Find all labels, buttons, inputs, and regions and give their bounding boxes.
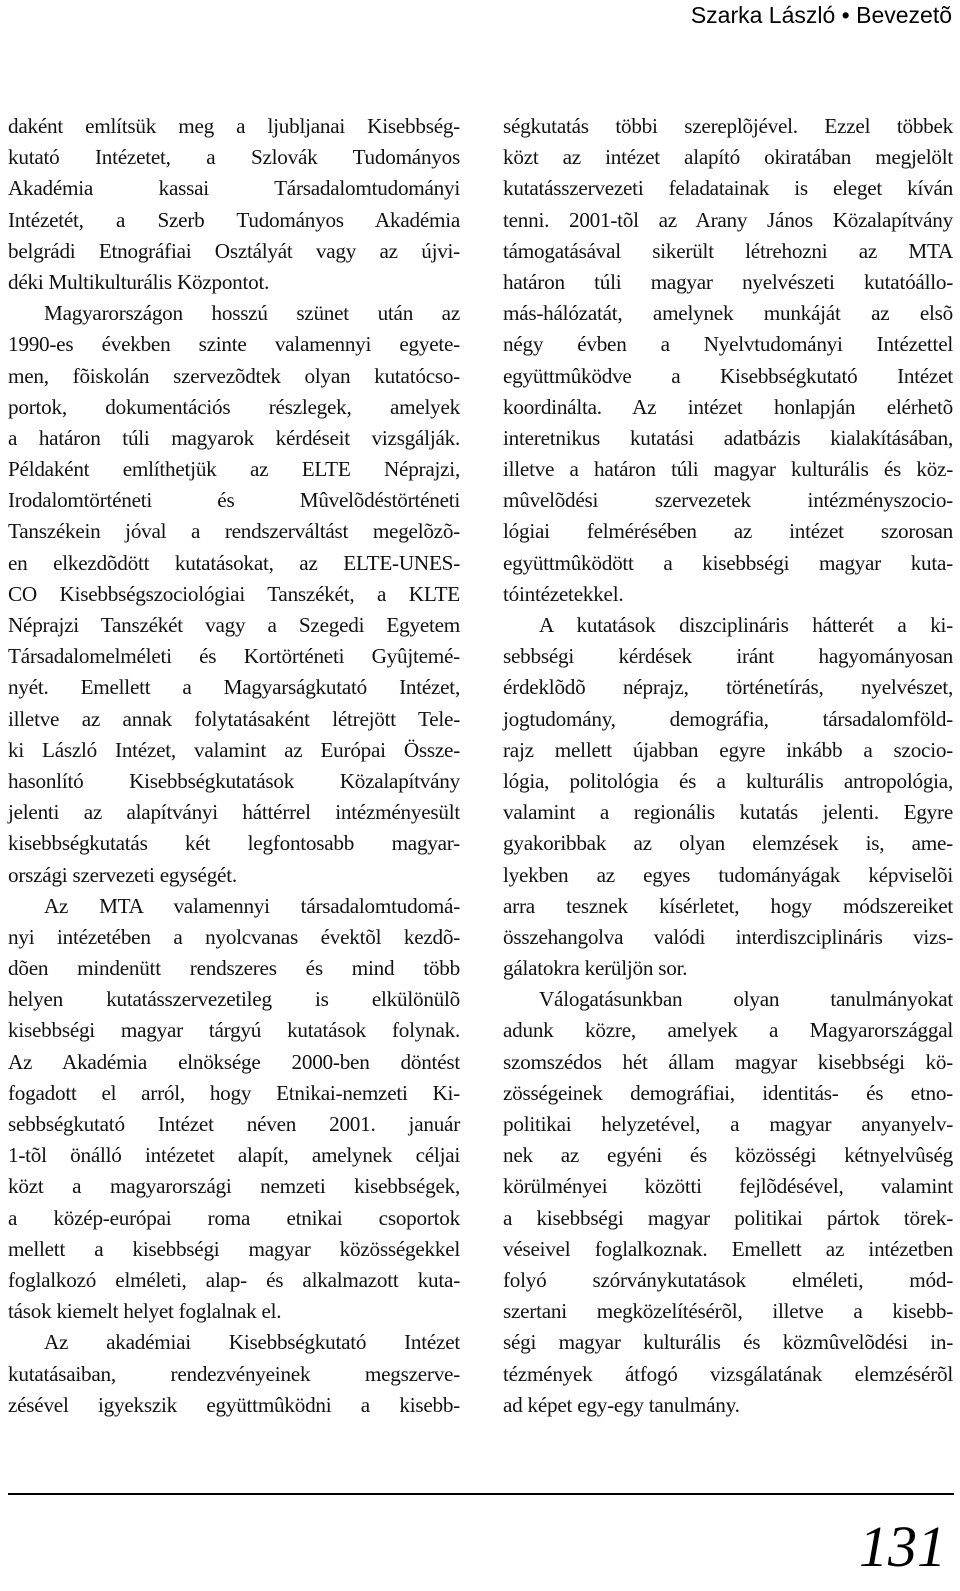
text-line: a kisebbségi magyar politikai pártok törek- bbox=[503, 1205, 953, 1230]
text-line: ségkutatás többi szereplõjével. Ezzel többek bbox=[503, 114, 953, 138]
paragraph-first-line: Az MTA valamennyi társadalomtudomá- bbox=[44, 893, 460, 918]
right-text-column bbox=[503, 111, 953, 1421]
text-line: men, fõiskolán szervezõdtek olyan kutatócso- bbox=[8, 363, 460, 388]
text-line: Példaként említhetjük az ELTE Néprajzi, bbox=[8, 457, 460, 482]
text-line: 1990-es években szinte valamennyi egyete- bbox=[8, 332, 460, 357]
left-text-column bbox=[8, 111, 460, 1421]
page-number: 131 bbox=[859, 1514, 946, 1579]
text-line: dõen mindenütt rendszeres és mind több bbox=[8, 956, 460, 981]
footer-rule bbox=[8, 1493, 954, 1495]
text-line: nyét. Emellett a Magyarságkutató Intézet, bbox=[8, 675, 460, 700]
text-line: véseivel foglalkoznak. Emellett az intézetben bbox=[503, 1236, 953, 1261]
text-line: kutatásszervezeti feladatainak is eleget kíván bbox=[503, 176, 953, 201]
text-line: Néprajzi Tanszékét vagy a Szegedi Egyetem bbox=[8, 613, 460, 637]
text-line: tézmények átfogó vizsgálatának elemzésérõl bbox=[503, 1361, 953, 1386]
text-line: Tanszékein jóval a rendszerváltást megelõzõ- bbox=[8, 519, 460, 544]
text-line: helyen kutatásszervezetileg is elkülönülõ bbox=[8, 987, 460, 1012]
text-line: hasonlító Kisebbségkutatások Közalapítvány bbox=[8, 768, 460, 793]
text-line: szertani megközelítésérõl, illetve a kisebb- bbox=[503, 1299, 953, 1324]
text-line: Irodalomtörténeti és Mûvelõdéstörténeti bbox=[8, 488, 460, 513]
text-line: tások kiemelt helyet foglalnak el. bbox=[8, 1299, 282, 1324]
text-line: Intézetét, a Szerb Tudományos Akadémia bbox=[8, 207, 460, 232]
text-line: kutató Intézetet, a Szlovák Tudományos bbox=[8, 145, 460, 170]
text-line: sebbségi kérdések iránt hagyományosan bbox=[503, 644, 953, 669]
paragraph-first-line: Magyarországon hosszú szünet után az bbox=[44, 301, 460, 326]
text-line: Társadalomelméleti és Kortörténeti Gyûjtemé- bbox=[8, 644, 460, 669]
text-line: kisebbségi magyar tárgyú kutatások folynak. bbox=[8, 1018, 460, 1043]
text-line: tóintézetekkel. bbox=[503, 581, 624, 606]
text-line: határon túli magyar nyelvészeti kutatóállo- bbox=[503, 269, 953, 294]
text-line: zésével igyekszik együttmûködni a kisebb- bbox=[8, 1392, 460, 1417]
text-line: gyakoribbak az olyan elemzések is, ame- bbox=[503, 831, 953, 856]
text-line: nyi intézetében a nyolcvanas évektõl kezdõ- bbox=[8, 924, 460, 949]
text-line: politikai helyzetével, a magyar anyanyelv- bbox=[503, 1112, 953, 1136]
text-line: en elkezdõdött kutatásokat, az ELTE-UNES- bbox=[8, 550, 460, 575]
text-line: országi szervezeti egységét. bbox=[8, 862, 237, 887]
text-line: rajz mellett újabban egyre inkább a szocio- bbox=[503, 737, 953, 762]
running-header: Szarka László • Bevezetõ bbox=[690, 2, 952, 28]
text-line: gálatokra kerüljön sor. bbox=[503, 956, 688, 981]
text-line: Akadémia kassai Társadalomtudományi bbox=[8, 176, 460, 201]
text-line: belgrádi Etnográfiai Osztályát vagy az újvi- bbox=[8, 238, 460, 263]
text-line: illetve az annak folytatásaként létrejött Tele- bbox=[8, 706, 460, 731]
text-line: daként említsük meg a ljubljanai Kisebbség- bbox=[8, 114, 460, 138]
text-line: összehangolva valódi interdiszciplináris vizs- bbox=[503, 924, 953, 949]
text-line: kisebbségkutatás két legfontosabb magyar- bbox=[8, 831, 460, 856]
text-line: fogadott el arról, hogy Etnikai-nemzeti Ki- bbox=[8, 1080, 460, 1105]
text-line: zösségeinek demográfiai, identitás- és etno- bbox=[503, 1080, 953, 1105]
text-line: érdeklõdõ néprajz, történetírás, nyelvészet, bbox=[503, 675, 953, 700]
text-line: mellett a kisebbségi magyar közösségekkel bbox=[8, 1236, 460, 1261]
text-line: lyekben az egyes tudományágak képviselõi bbox=[503, 862, 953, 887]
text-line: jelenti az alapítványi háttérrel intézményesült bbox=[8, 800, 460, 825]
text-line: más-hálózatát, amelynek munkáját az elsõ bbox=[503, 301, 953, 326]
text-line: déki Multikulturális Központot. bbox=[8, 269, 270, 294]
text-line: tenni. 2001-tõl az Arany János Közalapítvány bbox=[503, 207, 953, 232]
text-line: négy évben a Nyelvtudományi Intézettel bbox=[503, 332, 953, 357]
text-line: CO Kisebbségszociológiai Tanszékét, a KLTE bbox=[8, 581, 460, 606]
text-line: kutatásaiban, rendezvényeinek megszerve- bbox=[8, 1361, 460, 1386]
text-line: ki László Intézet, valamint az Európai Össze- bbox=[8, 737, 460, 762]
text-line: a határon túli magyarok kérdéseit vizsgálják. bbox=[8, 425, 460, 450]
text-line: foglalkozó elméleti, alap- és alkalmazott kuta- bbox=[8, 1267, 460, 1292]
text-line: támogatásával sikerült létrehozni az MTA bbox=[503, 238, 953, 263]
text-line: folyó szórványkutatások elméleti, mód- bbox=[503, 1267, 953, 1292]
text-line: adunk közre, amelyek a Magyarországgal bbox=[503, 1018, 953, 1043]
text-line: nek az egyéni és közösségi kétnyelvûség bbox=[503, 1143, 953, 1168]
text-line: ad képet egy-egy tanulmány. bbox=[503, 1392, 740, 1417]
text-line: interetnikus kutatási adatbázis kialakításában, bbox=[503, 425, 953, 450]
text-line: illetve a határon túli magyar kulturális és köz- bbox=[503, 457, 953, 482]
text-line: Az Akadémia elnöksége 2000-ben döntést bbox=[8, 1049, 460, 1074]
text-line: arra tesznek kísérletet, hogy módszereiket bbox=[503, 893, 953, 918]
text-line: együttmûködve a Kisebbségkutató Intézet bbox=[503, 363, 953, 388]
text-line: szomszédos hét állam magyar kisebbségi kö- bbox=[503, 1049, 953, 1074]
text-line: körülményei közötti fejlõdésével, valamint bbox=[503, 1174, 953, 1199]
text-line: valamint a regionális kutatás jelenti. Egyre bbox=[503, 800, 953, 825]
text-line: közt az intézet alapító okiratában megjelölt bbox=[503, 145, 953, 170]
text-line: lógiai felmérésében az intézet szorosan bbox=[503, 519, 953, 544]
text-line: a közép-európai roma etnikai csoportok bbox=[8, 1205, 460, 1230]
text-line: mûvelõdési szervezetek intézményszocio- bbox=[503, 488, 953, 513]
text-line: lógia, politológia és a kulturális antropológia, bbox=[503, 768, 953, 793]
text-line: ségi magyar kulturális és közmûvelõdési in- bbox=[503, 1330, 953, 1355]
text-line: 1-tõl önálló intézetet alapít, amelynek céljai bbox=[8, 1143, 460, 1168]
text-line: közt a magyarországi nemzeti kisebbségek, bbox=[8, 1174, 460, 1199]
text-line: sebbségkutató Intézet néven 2001. január bbox=[8, 1112, 460, 1136]
paragraph-first-line: A kutatások diszciplináris hátterét a ki- bbox=[539, 613, 953, 637]
text-line: együttmûködött a kisebbségi magyar kuta- bbox=[503, 550, 953, 575]
text-line: jogtudomány, demográfia, társadalomföld- bbox=[503, 706, 953, 731]
text-line: koordinálta. Az intézet honlapján elérhetõ bbox=[503, 394, 953, 419]
paragraph-first-line: Az akadémiai Kisebbségkutató Intézet bbox=[44, 1330, 460, 1355]
text-line: portok, dokumentációs részlegek, amelyek bbox=[8, 394, 460, 419]
paragraph-first-line: Válogatásunkban olyan tanulmányokat bbox=[539, 987, 953, 1012]
